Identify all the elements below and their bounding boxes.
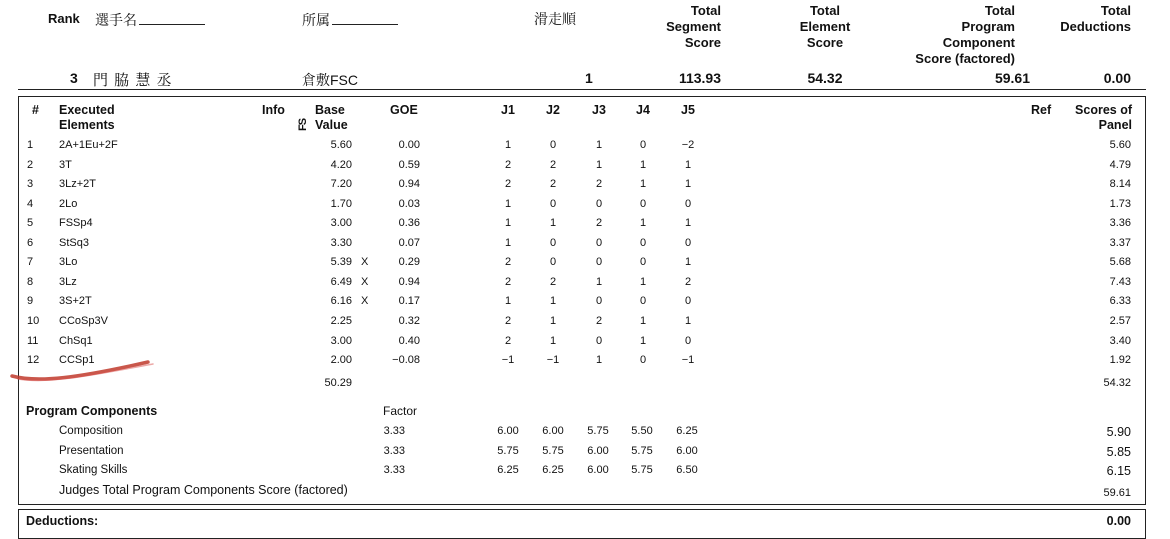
element-judge-score: 0 [549,197,557,210]
element-name: 3Lo [59,256,78,269]
element-judge-score: 1 [549,217,557,230]
col-executed: Executed Elements [59,103,115,132]
col-j2: J2 [546,103,560,117]
element-num: 7 [27,256,34,269]
element-judge-score: −1 [681,354,695,367]
element-name: CCoSp3V [59,314,108,327]
element-base: 3.00 [330,334,352,347]
order-label: 滑走順 [534,11,576,27]
element-judge-score: 0 [595,197,603,210]
element-judge-score: 2 [549,275,557,288]
deductions-row-value: 0.00 [1106,514,1131,528]
element-judge-score: 1 [639,158,647,171]
tes-value: 54.32 [807,70,843,86]
element-judge-score: 0 [595,256,603,269]
element-judge-score: −2 [681,139,695,151]
element-name: 3Lz [59,275,77,288]
pc-judge-score: 6.00 [676,444,698,457]
element-goe: 0.94 [398,178,420,191]
element-judge-score: 0 [549,256,557,269]
element-panel-score: 3.36 [1109,217,1131,230]
element-judge-score: 1 [684,256,692,269]
element-goe: 0.17 [398,295,420,308]
pc-judge-score: 6.00 [542,425,564,437]
pc-score: 5.90 [1106,425,1131,439]
pc-title: Program Components [26,404,158,418]
element-base: 6.49 [330,275,352,288]
element-judge-score: 2 [595,178,603,191]
club-value: 倉敷FSC [302,72,358,88]
col-panel: Scores of Panel [1075,103,1132,132]
col-j1: J1 [501,103,515,117]
col-base: Base Value [315,103,348,132]
element-judge-score: 2 [504,334,512,347]
pcs-value: 59.61 [994,70,1030,86]
element-panel-score: 3.37 [1109,236,1131,249]
element-judge-score: 1 [504,217,512,230]
col-ref: Ref [1031,103,1052,117]
element-base: 5.39 [330,256,352,269]
element-judge-score: 1 [549,295,557,308]
element-name: 3T [59,158,72,171]
element-name: ChSq1 [59,334,93,347]
element-judge-score: −1 [501,354,515,367]
element-judge-score: 0 [639,295,647,308]
pc-judge-score: 5.75 [587,425,609,437]
pc-score: 5.85 [1106,444,1131,459]
tss-label: Total Segment Score [666,3,721,50]
element-judge-score: 1 [504,139,512,151]
element-judge-score: 2 [504,314,512,327]
element-judge-score: 1 [504,197,512,210]
element-judge-score: 2 [504,275,512,288]
element-judge-score: 2 [549,158,557,171]
element-judge-score: 1 [684,217,692,230]
pc-judge-score: 6.25 [497,464,519,476]
element-judge-score: 2 [504,178,512,191]
element-panel-score: 6.33 [1109,295,1131,308]
element-judge-score: 0 [639,354,647,367]
element-judge-score: 1 [639,334,647,347]
element-judge-score: 1 [639,178,647,191]
element-judge-score: 1 [549,314,557,327]
deductions-row-label: Deductions: [26,514,99,528]
pc-total-value: 59.61 [1103,487,1131,499]
pc-judge-score: 6.25 [676,425,698,437]
element-base: 4.20 [330,158,352,171]
element-judge-score: 0 [639,197,647,210]
pc-factor: 3.33 [383,464,405,476]
element-goe: 0.03 [398,197,420,210]
element-panel-score: 2.57 [1109,314,1131,327]
pcs-label: Total Program Component Score (factored) [915,3,1015,66]
element-name: 3S+2T [59,295,92,308]
pc-factor: 3.33 [383,444,405,457]
element-judge-score: 1 [595,354,603,367]
element-judge-score: 0 [549,139,557,151]
element-base: 3.00 [330,217,352,230]
element-name: CCSp1 [59,354,95,367]
tes-label: Total Element Score [799,3,851,50]
element-num: 6 [27,236,34,249]
element-judge-score: 2 [549,178,557,191]
skater-name: 門 脇 慧 丞 [93,72,173,89]
element-goe: 0.32 [398,314,420,327]
pc-factor: 3.33 [383,425,405,437]
pc-factor-label: Factor [383,404,418,418]
element-goe: −0.08 [392,354,420,367]
element-base: 7.20 [330,178,352,191]
element-judge-score: 0 [595,334,603,347]
element-judge-score: −1 [546,354,560,367]
summary-rule [18,89,1146,90]
element-judge-score: 1 [595,139,603,151]
element-num: 11 [27,334,39,347]
club-label: 所属 [302,11,398,28]
element-name: 3Lz+2T [59,178,96,191]
element-base: 5.60 [330,139,352,151]
col-fs: FS [297,118,309,131]
element-goe: 0.40 [398,334,420,347]
col-j3: J3 [592,103,606,117]
pc-total-label: Judges Total Program Components Score (factored) [59,483,348,497]
element-judge-score: 0 [595,236,603,249]
element-panel-score: 1.92 [1109,354,1131,367]
element-goe: 0.00 [398,139,420,151]
element-goe: 0.29 [398,256,420,269]
element-name: FSSp4 [59,217,93,230]
element-panel-score: 8.14 [1109,178,1131,191]
element-goe: 0.36 [398,217,420,230]
element-goe: 0.07 [398,236,420,249]
element-base: 2.00 [330,354,352,367]
element-goe: 0.94 [398,275,420,288]
element-panel-score: 4.79 [1109,158,1131,171]
col-info: Info [262,103,285,117]
element-name: StSq3 [59,236,89,249]
element-panel-score: 5.60 [1109,139,1131,151]
element-judge-score: 1 [504,236,512,249]
col-goe: GOE [390,103,418,117]
pc-judge-score: 6.00 [497,425,519,437]
element-num: 9 [27,295,34,308]
rank-value: 3 [70,70,78,86]
pc-judge-score: 5.50 [631,425,653,437]
pc-name: Skating Skills [59,464,128,476]
order-value: 1 [585,70,593,86]
element-num: 12 [27,354,40,367]
tss-value: 113.93 [678,70,721,86]
pc-judge-score: 6.00 [587,464,609,476]
element-info: X [361,295,369,308]
element-judge-score: 2 [595,314,603,327]
element-judge-score: 0 [684,295,692,308]
element-judge-score: 1 [684,178,692,191]
element-judge-score: 2 [595,217,603,230]
element-judge-score: 2 [504,256,512,269]
element-judge-score: 0 [639,139,647,151]
element-num: 5 [27,217,34,230]
element-judge-score: 0 [684,197,692,210]
element-base: 3.30 [330,236,352,249]
element-judge-score: 0 [639,256,647,269]
element-name: 2A+1Eu+2F [59,139,118,151]
element-judge-score: 2 [504,158,512,171]
col-j5: J5 [681,103,695,117]
element-goe: 0.59 [398,158,420,171]
pc-name: Composition [59,425,123,437]
element-base: 2.25 [330,314,352,327]
element-judge-score: 0 [684,236,692,249]
deductions-label: Total Deductions [1060,3,1131,34]
element-num: 8 [27,275,34,288]
pc-score: 6.15 [1106,464,1131,478]
pc-judge-score: 5.75 [542,444,564,457]
rank-label: Rank [48,11,80,26]
element-judge-score: 0 [684,334,692,347]
element-judge-score: 0 [549,236,557,249]
element-judge-score: 2 [684,275,692,288]
red-pen-mark [8,356,158,388]
pc-judge-score: 5.75 [631,444,653,457]
panel-total: 54.32 [1103,377,1131,389]
element-judge-score: 1 [504,295,512,308]
element-base: 1.70 [330,197,352,210]
element-num: 1 [27,139,34,151]
pc-judge-score: 5.75 [631,464,653,476]
col-j4: J4 [636,103,650,117]
element-num: 2 [27,158,34,171]
element-judge-score: 0 [595,295,603,308]
base-total: 50.29 [324,377,352,389]
element-judge-score: 1 [595,275,603,288]
element-name: 2Lo [59,197,78,210]
deductions-value: 0.00 [1103,70,1131,86]
element-num: 10 [27,314,40,327]
element-judge-score: 1 [639,314,647,327]
element-judge-score: 1 [595,158,603,171]
element-panel-score: 3.40 [1109,334,1131,347]
element-base: 6.16 [330,295,352,308]
element-info: X [361,256,369,269]
element-judge-score: 1 [684,158,692,171]
element-judge-score: 1 [684,314,692,327]
pc-judge-score: 6.50 [676,464,698,476]
element-judge-score: 1 [549,334,557,347]
col-num: # [32,103,39,117]
element-num: 4 [27,197,34,210]
element-panel-score: 5.68 [1109,256,1131,269]
element-judge-score: 1 [639,217,647,230]
element-panel-score: 7.43 [1109,275,1131,288]
name-label: 選手名 [95,11,205,28]
element-judge-score: 0 [639,236,647,249]
deductions-box [18,509,1146,539]
pc-name: Presentation [59,444,124,457]
element-panel-score: 1.73 [1109,197,1131,210]
element-judge-score: 1 [639,275,647,288]
element-num: 3 [27,178,34,191]
pc-judge-score: 5.75 [497,444,519,457]
element-info: X [361,275,369,288]
pc-judge-score: 6.00 [587,444,609,457]
pc-judge-score: 6.25 [542,464,564,476]
